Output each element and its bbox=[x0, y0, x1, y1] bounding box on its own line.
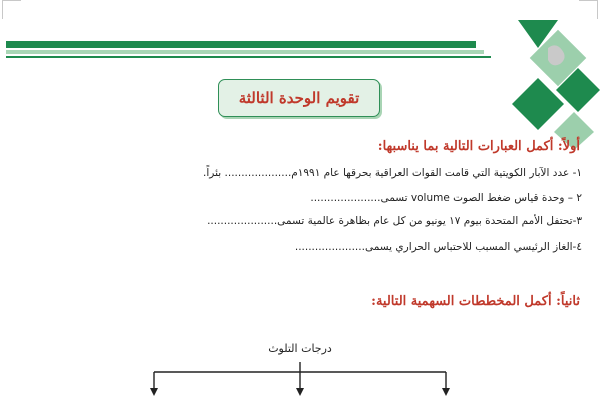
diagram-root-label: درجات التلوث bbox=[268, 342, 332, 355]
question-item-4: ٤-الغاز الرئيسي المسبب للاحتباس الحراري يسمى..................... bbox=[294, 241, 582, 253]
arrow-diagram bbox=[150, 362, 450, 403]
question-item-1: ١- عدد الآبار الكويتية التي قامت القوات العراقية بحرقها عام ١٩٩١م.................... بئراً. bbox=[203, 167, 582, 179]
question-item-2: ٢ – وحدة قياس ضغط الصوت volume تسمى..................... bbox=[310, 192, 582, 204]
unit-title: تقويم الوحدة الثالثة bbox=[238, 89, 360, 107]
crop-mark-left bbox=[2, 0, 21, 19]
crop-mark-right bbox=[579, 0, 598, 19]
section-one-heading: أولاً: أكمل العبارات التالية بما يناسبها: bbox=[377, 139, 580, 154]
arrow-middle bbox=[296, 372, 304, 396]
unit-title-box bbox=[218, 79, 380, 117]
header-stripe-light bbox=[6, 50, 484, 54]
diamond-decoration bbox=[478, 20, 600, 150]
arrow-left bbox=[150, 372, 158, 396]
diamond-bottom bbox=[512, 78, 564, 130]
section-two-heading: ثانياً: أكمل المخططات السهمية التالية: bbox=[371, 294, 580, 309]
header-stripe-dark bbox=[6, 41, 476, 48]
arrow-right bbox=[442, 372, 450, 396]
header-stripe-thin bbox=[6, 56, 491, 58]
question-item-3: ٣-تحتفل الأمم المتحدة بيوم ١٧ يونيو من كل عام بظاهرة عالمية تسمى..................... bbox=[207, 215, 582, 227]
